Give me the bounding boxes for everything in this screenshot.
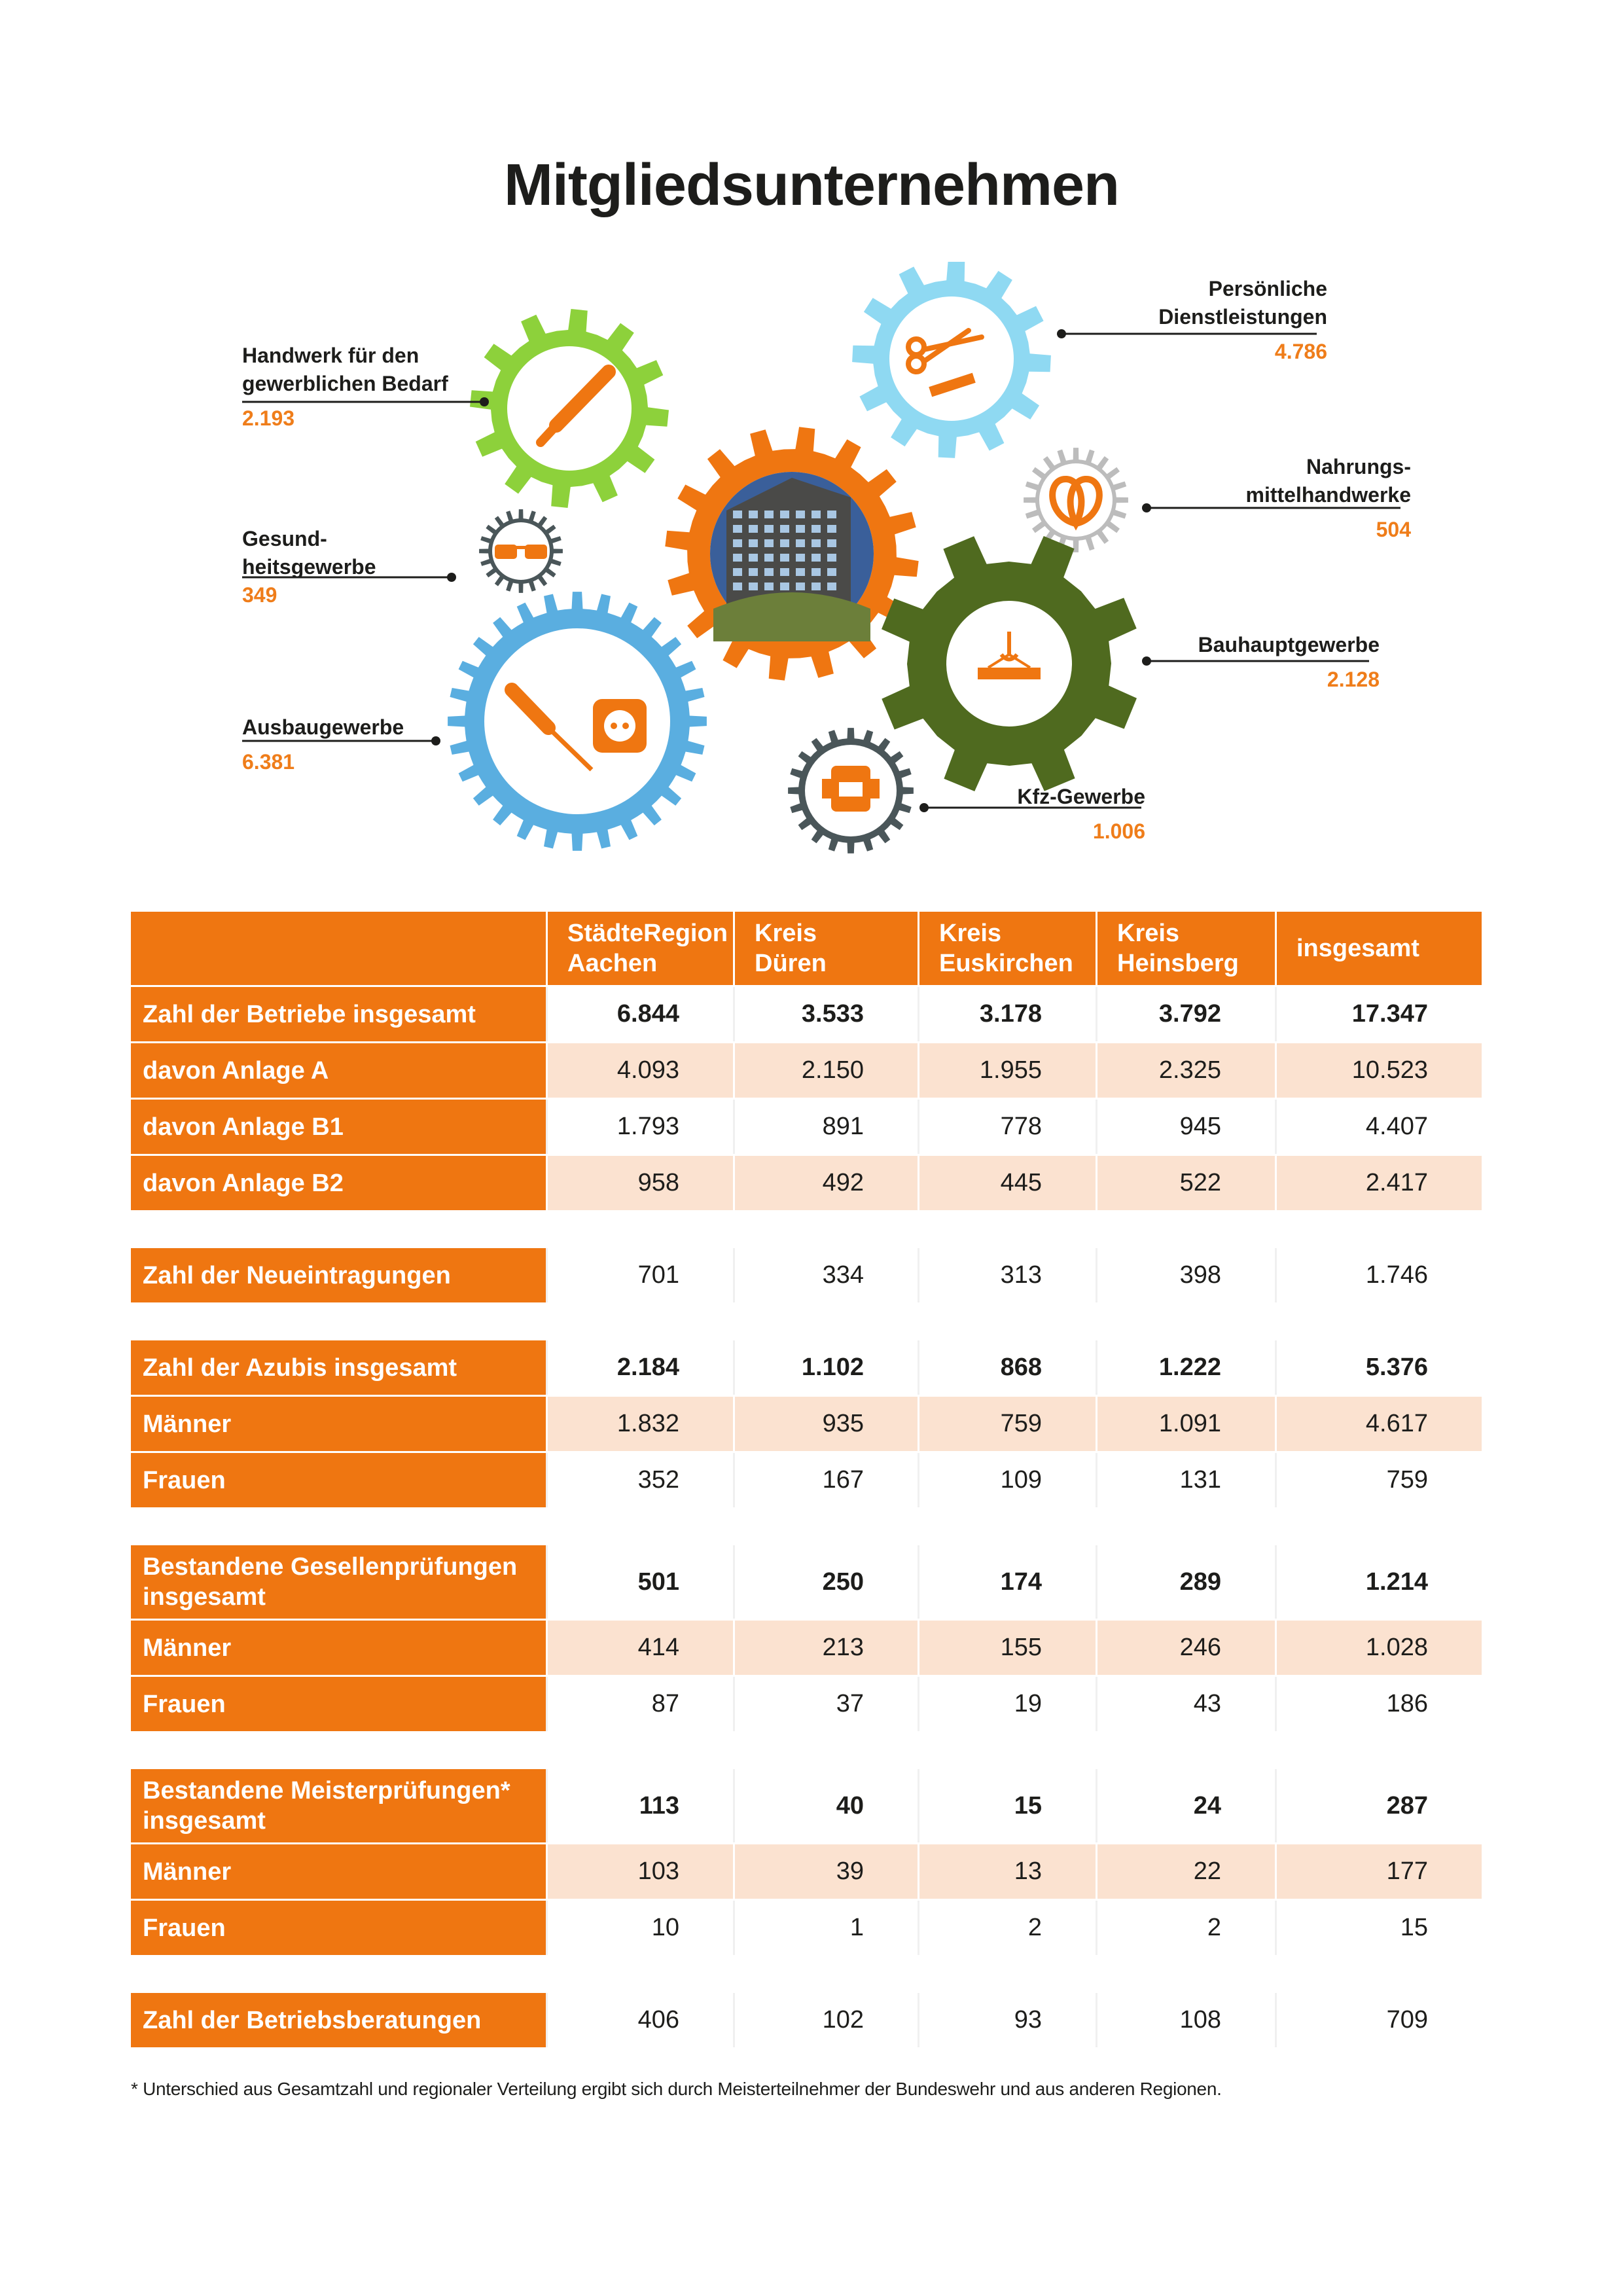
table-row bbox=[131, 987, 1482, 1041]
building-window bbox=[733, 511, 742, 518]
value-cell: 19 bbox=[918, 1677, 1096, 1731]
value-cell: 1.102 bbox=[733, 1340, 918, 1395]
table-header-row bbox=[131, 912, 1482, 985]
value-cell: 15 bbox=[918, 1769, 1096, 1842]
value-cell: 17.347 bbox=[1275, 987, 1482, 1041]
row-label: Frauen bbox=[131, 1677, 546, 1731]
building-window bbox=[827, 568, 836, 576]
row-label: Bestandene Gesellenprüfungen insgesamt bbox=[131, 1545, 546, 1619]
building-window bbox=[764, 554, 774, 562]
building-window bbox=[733, 539, 742, 547]
table-row bbox=[131, 1156, 1482, 1210]
value-cell: 445 bbox=[918, 1156, 1096, 1210]
building-window bbox=[812, 583, 821, 590]
value-cell: 414 bbox=[546, 1621, 733, 1675]
value-cell: 4.617 bbox=[1275, 1397, 1482, 1451]
building-window bbox=[749, 583, 758, 590]
value-cell: 108 bbox=[1096, 1993, 1275, 2047]
value-cell: 10.523 bbox=[1275, 1043, 1482, 1098]
value-cell: 3.178 bbox=[918, 987, 1096, 1041]
value-cell: 4.407 bbox=[1275, 1100, 1482, 1154]
value-cell: 250 bbox=[733, 1545, 918, 1619]
value-cell: 891 bbox=[733, 1100, 918, 1154]
value-cell: 1.028 bbox=[1275, 1621, 1482, 1675]
table-row bbox=[131, 1545, 1482, 1619]
dark-green-gear-hub bbox=[946, 601, 1072, 726]
callout-value: 2.128 bbox=[1327, 668, 1380, 691]
value-cell: 93 bbox=[918, 1993, 1096, 2047]
value-cell: 1.214 bbox=[1275, 1545, 1482, 1619]
value-cell: 1.832 bbox=[546, 1397, 733, 1451]
table-row bbox=[131, 1844, 1482, 1899]
building-window bbox=[780, 554, 789, 562]
leader-nahrung-dot bbox=[1142, 503, 1151, 512]
value-cell: 4.093 bbox=[546, 1043, 733, 1098]
value-cell: 1.955 bbox=[918, 1043, 1096, 1098]
row-label: davon Anlage A bbox=[131, 1043, 546, 1098]
building-window bbox=[780, 539, 789, 547]
callout-handwerk-gewerblich bbox=[242, 342, 448, 433]
callout-value: 504 bbox=[1376, 518, 1411, 541]
building-window bbox=[827, 539, 836, 547]
blue-gear bbox=[448, 592, 707, 851]
spacer-cell bbox=[131, 1304, 1482, 1338]
value-cell: 1.222 bbox=[1096, 1340, 1275, 1395]
value-cell: 759 bbox=[918, 1397, 1096, 1451]
table-row bbox=[131, 1677, 1482, 1731]
callout-label: Gesund- heitsgewerbe bbox=[242, 527, 376, 579]
building-window bbox=[733, 583, 742, 590]
value-cell: 37 bbox=[733, 1677, 918, 1731]
value-cell: 287 bbox=[1275, 1769, 1482, 1842]
value-cell: 39 bbox=[733, 1844, 918, 1899]
table-row bbox=[131, 1621, 1482, 1675]
building-window bbox=[749, 539, 758, 547]
building-window bbox=[796, 554, 805, 562]
building-window bbox=[796, 525, 805, 533]
row-label: Männer bbox=[131, 1844, 546, 1899]
value-cell: 522 bbox=[1096, 1156, 1275, 1210]
header-cell bbox=[131, 912, 546, 985]
socket-pin bbox=[622, 723, 629, 729]
light-blue-gear bbox=[852, 262, 1051, 458]
callout-value: 349 bbox=[242, 583, 277, 607]
value-cell: 501 bbox=[546, 1545, 733, 1619]
building-window bbox=[796, 511, 805, 518]
table-row bbox=[131, 1340, 1482, 1395]
building-window bbox=[796, 568, 805, 576]
row-label: Männer bbox=[131, 1621, 546, 1675]
value-cell: 352 bbox=[546, 1453, 733, 1507]
lens-left bbox=[495, 545, 517, 559]
callout-label: Kfz-Gewerbe bbox=[1017, 785, 1145, 808]
building-window bbox=[764, 568, 774, 576]
value-cell: 174 bbox=[918, 1545, 1096, 1619]
value-cell: 709 bbox=[1275, 1993, 1482, 2047]
value-cell: 113 bbox=[546, 1769, 733, 1842]
value-cell: 109 bbox=[918, 1453, 1096, 1507]
building-window bbox=[812, 568, 821, 576]
callout-label: Bauhauptgewerbe bbox=[1198, 633, 1380, 656]
row-label: davon Anlage B2 bbox=[131, 1156, 546, 1210]
group-spacer bbox=[131, 1957, 1482, 1991]
row-label: Zahl der Betriebsberatungen bbox=[131, 1993, 546, 2047]
building-window bbox=[827, 525, 836, 533]
crane-beam bbox=[978, 668, 1041, 679]
value-cell: 492 bbox=[733, 1156, 918, 1210]
lens-right bbox=[525, 545, 547, 559]
value-cell: 2.417 bbox=[1275, 1156, 1482, 1210]
callout-nahrungsmittelhandwerke bbox=[1245, 453, 1411, 544]
value-cell: 935 bbox=[733, 1397, 918, 1451]
value-cell: 2 bbox=[918, 1901, 1096, 1955]
table-body bbox=[131, 987, 1482, 2047]
group-spacer bbox=[131, 1509, 1482, 1543]
value-cell: 102 bbox=[733, 1993, 918, 2047]
table-row bbox=[131, 1901, 1482, 1955]
building-window bbox=[749, 525, 758, 533]
page-title: Mitgliedsunternehmen bbox=[503, 152, 1120, 218]
group-spacer bbox=[131, 1212, 1482, 1246]
group-spacer bbox=[131, 1304, 1482, 1338]
value-cell: 1 bbox=[733, 1901, 918, 1955]
callout-value: 1.006 bbox=[1092, 819, 1145, 843]
light-grey-gear bbox=[1024, 448, 1128, 552]
row-label: Frauen bbox=[131, 1901, 546, 1955]
gear-infographic bbox=[0, 262, 1623, 877]
socket-pin bbox=[611, 723, 617, 729]
value-cell: 40 bbox=[733, 1769, 918, 1842]
callout-label: Ausbaugewerbe bbox=[242, 715, 404, 739]
engine-side bbox=[870, 779, 880, 798]
spacer-cell bbox=[131, 1957, 1482, 1991]
leader-handwerk-dot bbox=[480, 397, 489, 406]
value-cell: 177 bbox=[1275, 1844, 1482, 1899]
value-cell: 1.746 bbox=[1275, 1248, 1482, 1302]
building-window bbox=[780, 568, 789, 576]
building-window bbox=[827, 554, 836, 562]
value-cell: 13 bbox=[918, 1844, 1096, 1899]
value-cell: 1.091 bbox=[1096, 1397, 1275, 1451]
building-window bbox=[749, 554, 758, 562]
value-cell: 398 bbox=[1096, 1248, 1275, 1302]
building-window bbox=[733, 554, 742, 562]
building-window bbox=[812, 511, 821, 518]
value-cell: 3.792 bbox=[1096, 987, 1275, 1041]
grey-small-gear bbox=[479, 509, 563, 593]
leader-bau-dot bbox=[1142, 656, 1151, 666]
value-cell: 945 bbox=[1096, 1100, 1275, 1154]
value-cell: 15 bbox=[1275, 1901, 1482, 1955]
building-window bbox=[749, 511, 758, 518]
leader-kfz-dot bbox=[919, 803, 929, 812]
value-cell: 103 bbox=[546, 1844, 733, 1899]
header-cell: Kreis Euskirchen bbox=[918, 912, 1096, 985]
header-cell: Kreis Heinsberg bbox=[1096, 912, 1275, 985]
header-cell: Kreis Düren bbox=[733, 912, 918, 985]
value-cell: 778 bbox=[918, 1100, 1096, 1154]
building-photo bbox=[710, 472, 874, 641]
value-cell: 334 bbox=[733, 1248, 918, 1302]
table-row bbox=[131, 1993, 1482, 2047]
value-cell: 155 bbox=[918, 1621, 1096, 1675]
building-window bbox=[764, 525, 774, 533]
table-row bbox=[131, 1100, 1482, 1154]
building-window bbox=[749, 568, 758, 576]
value-cell: 2 bbox=[1096, 1901, 1275, 1955]
group-spacer bbox=[131, 1733, 1482, 1767]
callout-value: 4.786 bbox=[1274, 340, 1327, 363]
value-cell: 3.533 bbox=[733, 987, 918, 1041]
row-label: Zahl der Azubis insgesamt bbox=[131, 1340, 546, 1395]
row-label: Frauen bbox=[131, 1453, 546, 1507]
header-cell: insgesamt bbox=[1275, 912, 1482, 985]
leader-gesundheit-dot bbox=[447, 573, 456, 582]
callout-value: 6.381 bbox=[242, 750, 295, 774]
leader-persoenlich-dot bbox=[1057, 329, 1066, 338]
value-cell: 24 bbox=[1096, 1769, 1275, 1842]
value-cell: 167 bbox=[733, 1453, 918, 1507]
value-cell: 6.844 bbox=[546, 987, 733, 1041]
value-cell: 186 bbox=[1275, 1677, 1482, 1731]
callout-kfz-gewerbe bbox=[1017, 783, 1145, 846]
value-cell: 213 bbox=[733, 1621, 918, 1675]
value-cell: 5.376 bbox=[1275, 1340, 1482, 1395]
callout-ausbaugewerbe bbox=[242, 713, 404, 776]
row-label: davon Anlage B1 bbox=[131, 1100, 546, 1154]
glasses-bridge bbox=[516, 546, 526, 549]
building-window bbox=[733, 525, 742, 533]
statistics-table bbox=[131, 910, 1482, 2049]
building-window bbox=[780, 583, 789, 590]
callout-bauhauptgewerbe bbox=[1198, 631, 1380, 694]
row-label: Männer bbox=[131, 1397, 546, 1451]
building-window bbox=[796, 583, 805, 590]
value-cell: 87 bbox=[546, 1677, 733, 1731]
value-cell: 1.793 bbox=[546, 1100, 733, 1154]
callout-label: Handwerk für den gewerblichen Bedarf bbox=[242, 344, 448, 395]
value-cell: 759 bbox=[1275, 1453, 1482, 1507]
dark-green-gear bbox=[882, 536, 1137, 791]
table-row bbox=[131, 1453, 1482, 1507]
value-cell: 868 bbox=[918, 1340, 1096, 1395]
callout-value: 2.193 bbox=[242, 406, 295, 430]
value-cell: 43 bbox=[1096, 1677, 1275, 1731]
building-window bbox=[812, 539, 821, 547]
building-window bbox=[764, 511, 774, 518]
table-row bbox=[131, 1769, 1482, 1842]
building-window bbox=[780, 511, 789, 518]
footnote: * Unterschied aus Gesamtzahl und regionaler Verteilung ergibt sich durch Meisterteilnehmer der Bundeswehr und aus anderen Regionen. bbox=[131, 2079, 1222, 2099]
building-window bbox=[827, 583, 836, 590]
value-cell: 289 bbox=[1096, 1545, 1275, 1619]
building-window bbox=[827, 511, 836, 518]
row-label: Bestandene Meisterprüfungen* insgesamt bbox=[131, 1769, 546, 1842]
row-label: Zahl der Betriebe insgesamt bbox=[131, 987, 546, 1041]
value-cell: 2.184 bbox=[546, 1340, 733, 1395]
table-row bbox=[131, 1043, 1482, 1098]
callout-label: Persönliche Dienstleistungen bbox=[1158, 277, 1327, 329]
building-window bbox=[764, 539, 774, 547]
building-window bbox=[796, 539, 805, 547]
value-cell: 2.150 bbox=[733, 1043, 918, 1098]
callout-label: Nahrungs- mittelhandwerke bbox=[1245, 455, 1411, 507]
value-cell: 246 bbox=[1096, 1621, 1275, 1675]
building-window bbox=[733, 568, 742, 576]
value-cell: 701 bbox=[546, 1248, 733, 1302]
callout-persoenliche-dienstleistungen bbox=[1158, 275, 1327, 366]
engine-window bbox=[839, 782, 863, 797]
value-cell: 313 bbox=[918, 1248, 1096, 1302]
row-label: Zahl der Neueintragungen bbox=[131, 1248, 546, 1302]
value-cell: 22 bbox=[1096, 1844, 1275, 1899]
building-window bbox=[812, 554, 821, 562]
value-cell: 406 bbox=[546, 1993, 733, 2047]
value-cell: 958 bbox=[546, 1156, 733, 1210]
engine-side bbox=[822, 779, 831, 798]
building-window bbox=[812, 525, 821, 533]
table-row bbox=[131, 1397, 1482, 1451]
value-cell: 2.325 bbox=[1096, 1043, 1275, 1098]
spacer-cell bbox=[131, 1212, 1482, 1246]
spacer-cell bbox=[131, 1509, 1482, 1543]
building-window bbox=[780, 525, 789, 533]
building-window bbox=[764, 583, 774, 590]
socket-face bbox=[604, 710, 635, 742]
value-cell: 10 bbox=[546, 1901, 733, 1955]
callout-gesundheitsgewerbe bbox=[242, 525, 376, 609]
table-row bbox=[131, 1248, 1482, 1302]
leader-ausbau-dot bbox=[431, 736, 440, 745]
spacer-cell bbox=[131, 1733, 1482, 1767]
header-cell: StädteRegion Aachen bbox=[546, 912, 733, 985]
value-cell: 131 bbox=[1096, 1453, 1275, 1507]
